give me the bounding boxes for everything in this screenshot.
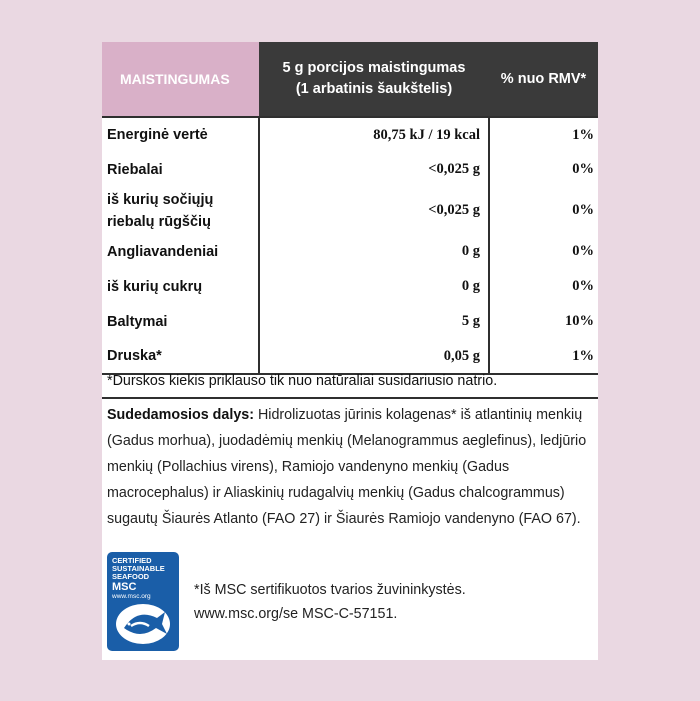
msc-note: [194, 578, 466, 626]
table-row: [102, 234, 598, 269]
row-value-sugars: 0 g: [259, 269, 489, 304]
nutrition-panel: [102, 42, 598, 660]
table-row: [102, 339, 598, 374]
row-label-protein: Baltymai: [107, 313, 168, 330]
msc-logo: [107, 552, 179, 651]
table-row: [102, 304, 598, 339]
row-pct-energy: 1%: [572, 126, 594, 143]
msc-logo-line1: CERTIFIED: [112, 556, 152, 565]
table-row: [102, 117, 598, 152]
row-value-carbs: 0 g: [259, 234, 489, 269]
divider: [102, 397, 598, 399]
row-pct-fat: 0%: [572, 161, 594, 177]
header-nutrition: MAISTINGUMAS: [102, 42, 259, 117]
msc-logo-brand: MSC: [112, 581, 137, 593]
header-serving-line2: (1 arbatinis šaukštelis): [295, 81, 453, 97]
row-value-saturated: <0,025 g: [259, 187, 489, 234]
row-value-energy: 80,75 kJ / 19 kcal: [259, 117, 489, 152]
msc-note-line1: *Iš MSC sertifikuotos tvarios žuvininkystės.: [194, 582, 466, 598]
msc-note-line2: www.msc.org/se MSC-C-57151.: [194, 606, 398, 622]
ingredients-heading: Sudedamosios dalys:: [107, 407, 254, 423]
table-header-row: [102, 42, 598, 117]
row-label-sugars: iš kurių cukrų: [107, 278, 203, 295]
row-value-fat: <0,025 g: [259, 152, 489, 187]
row-label-saturated-line1: iš kurių sočiųjų: [107, 191, 214, 208]
row-label-salt: Druska*: [102, 339, 259, 374]
row-label-saturated-line2: riebalų rūgščių: [107, 213, 211, 230]
row-pct-salt: 1%: [489, 339, 598, 374]
msc-fish-icon: [107, 552, 179, 651]
ingredients-text: [107, 402, 593, 532]
msc-logo-url: www.msc.org: [112, 593, 151, 600]
msc-logo-line2: SUSTAINABLE: [112, 564, 165, 573]
table-row: [102, 187, 598, 234]
row-pct-sugars: 0%: [572, 278, 594, 294]
row-pct-carbs: 0%: [572, 243, 594, 259]
table-row: [102, 152, 598, 187]
table-row: [102, 269, 598, 304]
row-label-saturated: [102, 187, 259, 234]
header-serving-line1: 5 g porcijos maistingumas: [282, 60, 466, 76]
header-rmv: % nuo RMV*: [489, 42, 598, 117]
msc-logo-line3: SEAFOOD: [112, 572, 150, 581]
row-pct-saturated: 0%: [572, 202, 594, 218]
row-label-carbs: Angliavandeniai: [107, 243, 219, 260]
header-serving: [259, 42, 489, 117]
row-value-salt: 0,05 g: [259, 339, 489, 374]
ingredients-body: Hidrolizuotas jūrinis kolagenas* iš atlantinių menkių (Gadus morhua), juodadėmių menkių (Melanogrammus aeglefinus), ledjūrio menkių (Pollachius virens), Ramiojo vandenyno menkių (Gadus macrocephalus) ir Aliaskinių rudagalvių menkių (Gadus chalcogrammus) sugautų Šiaurės Atlanto (FAO 27) ir Šiaurės Ramiojo vandenyno (FAO 67).: [107, 407, 587, 527]
row-pct-protein: 10%: [565, 313, 594, 329]
salt-footnote: *Durskos kiekis priklauso tik nuo natūraliai susidariusio natrio.: [107, 373, 498, 389]
row-value-protein: 5 g: [259, 304, 489, 339]
nutrition-table: [102, 42, 598, 375]
row-label-fat: Riebalai: [107, 161, 163, 178]
row-label-energy: Energinė vertė: [107, 127, 208, 143]
